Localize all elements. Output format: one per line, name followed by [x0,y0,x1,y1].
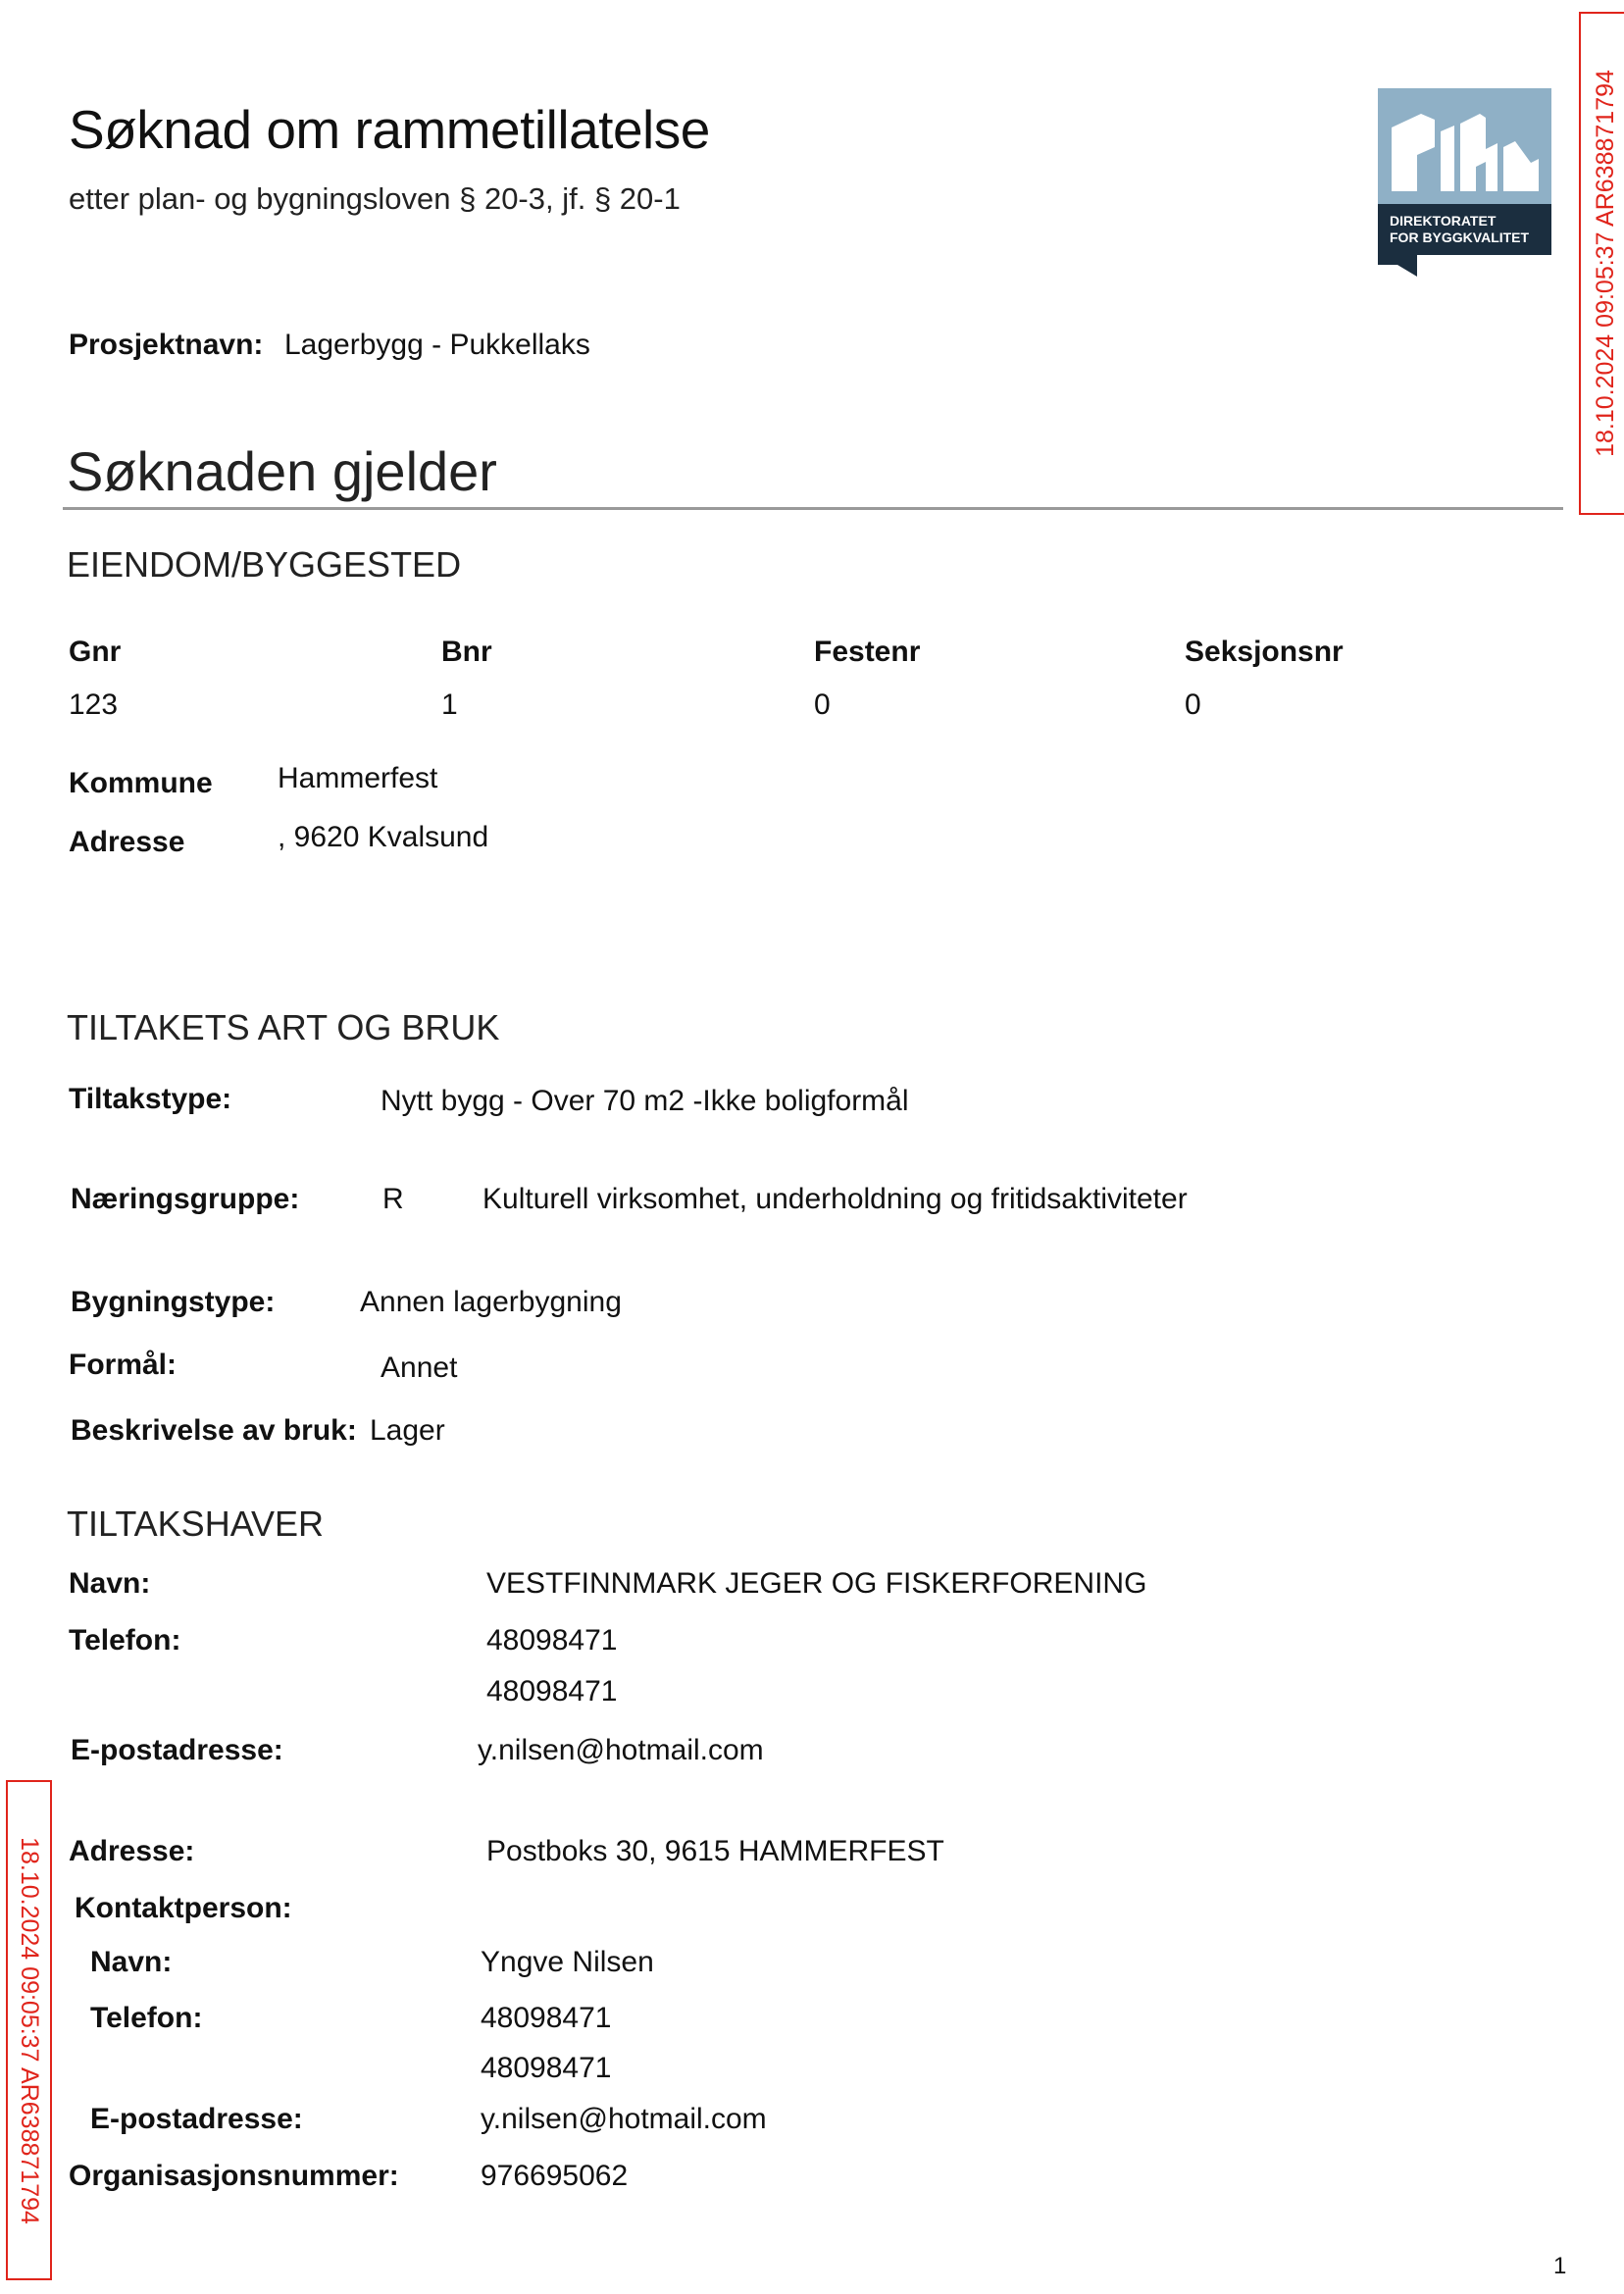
logo-line-2: FOR BYGGKVALITET [1390,229,1530,245]
kontakt-epost-label: E-postadresse: [90,2103,303,2135]
kontaktperson-label: Kontaktperson: [75,1892,292,1924]
section-divider [63,507,1563,510]
dibk-logo [1378,88,1551,277]
formal-label: Formål: [69,1349,178,1381]
project-name-label: Prosjektnavn: [69,329,264,361]
timestamp-stamp-top-text: 18.10.2024 09:05:37 AR638871794 [1591,70,1619,457]
kontakt-telefon-value-1: 48098471 [481,2002,612,2034]
bruk-label: Beskrivelse av bruk: [71,1414,357,1447]
timestamp-stamp-left-text: 18.10.2024 09:05:37 AR638871794 [16,1836,43,2224]
kontakt-telefon-label: Telefon: [90,2002,203,2034]
timestamp-stamp-top [1579,12,1624,515]
kommune-value: Hammerfest [278,762,438,794]
kontakt-epost-value: y.nilsen@hotmail.com [481,2103,767,2135]
document-title: Søknad om rammetillatelse [69,99,710,160]
gnr-label: Gnr [69,636,122,668]
owner-heading: TILTAKSHAVER [67,1504,325,1544]
naeringsgruppe-value: Kulturell virksomhet, underholdning og fritidsaktiviteter [482,1183,1188,1215]
section-heading: Søknaden gjelder [67,440,497,502]
naeringsgruppe-label: Næringsgruppe: [71,1183,300,1215]
project-name-value: Lagerbygg - Pukkellaks [284,329,590,361]
tiltakstype-label: Tiltakstype: [69,1083,232,1115]
kontakt-navn-value: Yngve Nilsen [481,1946,654,1978]
orgnr-label: Organisasjonsnummer: [69,2160,399,2192]
logo-line-1: DIREKTORATET [1390,213,1497,229]
owner-adresse-label: Adresse: [69,1835,195,1867]
owner-epost-label: E-postadresse: [71,1734,283,1766]
owner-navn-label: Navn: [69,1567,151,1600]
gnr-value: 123 [69,688,119,721]
owner-adresse-value: Postboks 30, 9615 HAMMERFEST [486,1835,944,1867]
property-heading: EIENDOM/BYGGESTED [67,544,462,585]
bruk-value: Lager [370,1414,445,1447]
seksjonsnr-value: 0 [1185,688,1201,721]
dibk-logo-graphic [1378,88,1551,277]
bygningstype-value: Annen lagerbygning [360,1286,622,1318]
adresse-value: , 9620 Kvalsund [278,821,489,853]
measure-heading: TILTAKETS ART OG BRUK [67,1007,500,1047]
adresse-label: Adresse [69,826,185,858]
naeringsgruppe-code: R [382,1183,404,1215]
bnr-label: Bnr [441,636,492,668]
timestamp-stamp-left [6,1780,52,2280]
festenr-value: 0 [814,688,831,721]
orgnr-value: 976695062 [481,2160,629,2192]
document-subtitle: etter plan- og bygningsloven § 20-3, jf. § 20-1 [69,181,681,216]
owner-telefon-value-1: 48098471 [486,1624,618,1657]
bnr-value: 1 [441,688,458,721]
formal-value: Annet [381,1351,458,1384]
owner-navn-value: VESTFINNMARK JEGER OG FISKERFORENING [486,1567,1147,1600]
kommune-label: Kommune [69,767,213,799]
kontakt-navn-label: Navn: [90,1946,173,1978]
owner-telefon-label: Telefon: [69,1624,181,1657]
seksjonsnr-label: Seksjonsnr [1185,636,1344,668]
festenr-label: Festenr [814,636,921,668]
owner-telefon-value-2: 48098471 [486,1675,618,1708]
owner-epost-value: y.nilsen@hotmail.com [478,1734,764,1766]
kontakt-telefon-value-2: 48098471 [481,2052,612,2084]
bygningstype-label: Bygningstype: [71,1286,276,1318]
page-number: 1 [1553,2253,1567,2279]
tiltakstype-value: Nytt bygg - Over 70 m2 -Ikke boligformål [381,1085,909,1117]
